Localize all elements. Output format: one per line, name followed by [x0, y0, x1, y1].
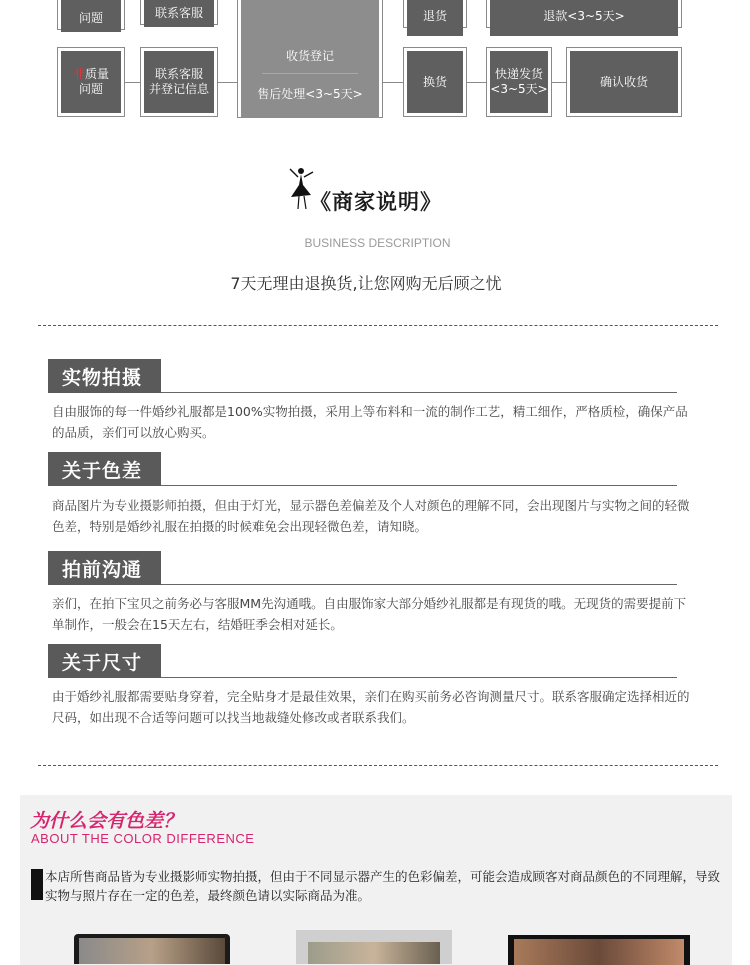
flow-box-ship	[486, 47, 552, 117]
section-title: 关于尺寸	[48, 644, 161, 678]
section-text: 自由服饰的每一件婚纱礼服都是100%实物拍摄，采用上等布料和一流的制作工艺，精工细作，严格质检，确保产品的品质，亲们可以放心购买。	[52, 404, 688, 440]
monitor-screen	[308, 942, 440, 964]
section-rule	[161, 584, 677, 585]
section-title: 拍前沟通	[48, 551, 161, 585]
flow-connector	[552, 82, 566, 83]
monitor-screen	[79, 938, 225, 964]
flow-box-after-sales	[237, 0, 383, 118]
merchant-subtitle-en: BUSINESS DESCRIPTION	[304, 236, 451, 250]
flow-connector	[218, 82, 237, 83]
flow-box-exchange	[403, 47, 467, 117]
merchant-title: 《商家说明》	[310, 190, 442, 214]
merchant-slogan: 7天无理由退换货,让您网购无后顾之忧	[230, 274, 502, 293]
color-diff-text: 本店所售商品皆为专业摄影师实物拍摄，但由于不同显示器产生的色彩偏差，可能会造成顾客对商品颜色的不同理解，导致实物与照片存在一定的色差，最终颜色请以实际商品为准。	[45, 869, 721, 903]
flow-box-label: 确认收货	[570, 51, 678, 113]
monitor-screen	[514, 939, 684, 965]
flow-box-problem	[57, 0, 125, 30]
section-rule	[161, 677, 677, 678]
flow-box-label: 问题	[61, 0, 121, 32]
flow-box-confirm	[566, 47, 682, 117]
flow-box-refund	[486, 0, 682, 28]
flow-box-label: 联系客服 并登记信息	[144, 51, 214, 113]
flow-step-label: 收货登记	[285, 48, 334, 63]
flow-box-label: 联系客服	[144, 0, 214, 27]
non-mark: 非	[72, 67, 85, 81]
color-diff-title: 为什么会有色差？	[30, 810, 183, 832]
color-diff-subtitle-en: ABOUT THE COLOR DIFFERENCE	[31, 831, 255, 846]
section-title: 关于色差	[48, 452, 161, 486]
flow-box-label: 换货	[407, 51, 463, 113]
flow-box-label	[61, 51, 121, 113]
section-rule	[161, 392, 677, 393]
color-diff-marker	[31, 869, 43, 900]
flow-step-label: 售后处理<3~5天>	[257, 86, 363, 101]
section-text: 由于婚纱礼服都需要贴身穿着，完全贴身才是最佳效果，亲们在购买前务必咨询测量尺寸。联系客服确定选择相近的尺码，如出现不合适等问题可以找当地裁缝处修改或者联系我们。	[52, 689, 690, 725]
quality-text: 质量 问题	[78, 67, 110, 96]
section-text: 商品图片为专业摄影师拍摄，但由于灯光，显示器色差偏差及个人对颜色的理解不同，会出现图片与实物之间的轻微色差，特别是婚纱礼服在拍摄的时候难免会出现轻微色差，请知晓。	[52, 498, 690, 534]
flow-connector	[125, 82, 140, 83]
flow-box-non-quality	[57, 47, 125, 117]
flow-box-return	[403, 0, 467, 28]
flow-box-contact	[140, 0, 218, 25]
flow-box-label: 退款<3~5天>	[490, 0, 678, 36]
flow-connector	[467, 82, 486, 83]
dashed-divider	[38, 325, 718, 326]
section-text: 亲们，在拍下宝贝之前务必与客服MM先沟通哦。自由服饰家大部分婚纱礼服都是有现货的哦。无现货的需要提前下单制作，一般会在15天左右，结婚旺季会相对延长。	[52, 596, 687, 632]
monitor-preview-2	[296, 930, 452, 964]
dashed-divider	[38, 765, 718, 766]
monitor-preview-3	[508, 935, 690, 965]
flow-connector	[383, 82, 403, 83]
section-title: 实物拍摄	[48, 359, 161, 393]
flow-box-label: 退货	[407, 0, 463, 36]
flow-box-label: 快递发货 <3~5天>	[490, 51, 548, 113]
section-rule	[161, 485, 677, 486]
flow-box-contact-register	[140, 47, 218, 117]
